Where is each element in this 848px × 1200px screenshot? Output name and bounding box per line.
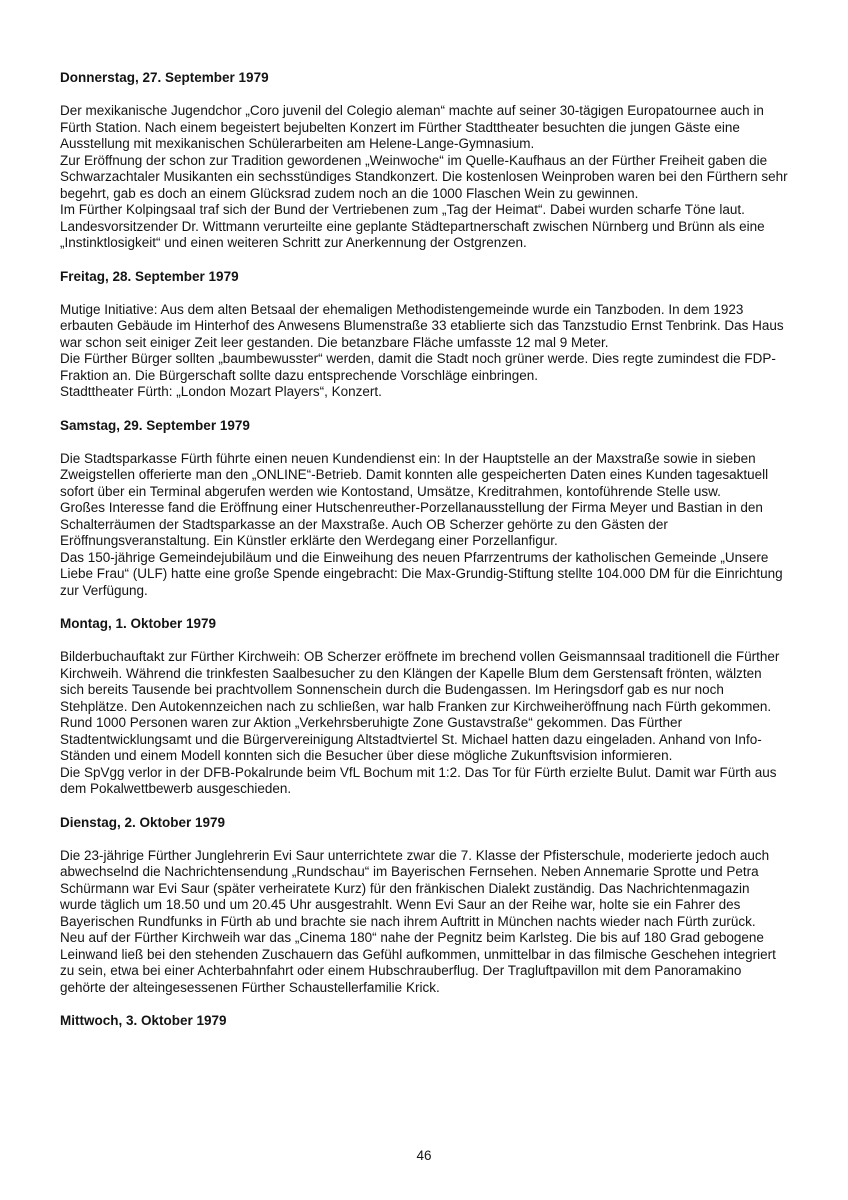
- paragraph: Mutige Initiative: Aus dem alten Betsaal der ehemaligen Methodistengemeinde wurde ein Tanzboden. In dem 1923 erbauten Gebäude im Hinterhof des Anwesens Blumenstraße 33 etablierte sich das Tanzstudio Ernst Tenbrink. Das Haus war schon seit einiger Zeit leer gestanden. Die betanzbare Fläche umfasste 12 mal 9 Meter.: [60, 301, 784, 350]
- section-friday: [60, 269, 788, 401]
- paragraph: Stadttheater Fürth: „London Mozart Players“, Konzert.: [60, 384, 382, 399]
- paragraph: Zur Eröffnung der schon zur Tradition gewordenen „Weinwoche“ im Quelle-Kaufhaus an der Fürther Freiheit gaben die Schwarzachtaler Musikanten ein sechsstündiges Standkonzert. Die kostenlosen Weinproben waren bei den Fürthern sehr begehrt, gab es doch an einem Glücksrad zudem noch an die 1000 Flaschen Wein zu gewinnen.: [60, 152, 788, 201]
- paragraph: Großes Interesse fand die Eröffnung einer Hutschenreuther-Porzellanausstellung der Firma Meyer und Bastian in den Schalterräumen der Stadtsparkasse an der Maxstraße. Auch OB Scherzer gehörte zu den Gästen der Eröffnungsveranstaltung. Ein Künstler erklärte den Werdegang einer Porzellanfigur.: [60, 500, 763, 548]
- section-tuesday: [60, 815, 788, 997]
- section-thursday: [60, 70, 788, 252]
- section-saturday: [60, 418, 788, 600]
- paragraph: Der mexikanische Jugendchor „Coro juvenil del Colegio aleman“ machte auf seiner 30-tägigen Europatournee auch in Fürth Station. Nach einem begeistert bejubelten Konzert im Fürther Stadttheater besuchten die jungen Gäste eine Ausstellung mit mexikanischen Schülerarbeiten am Helene-Lange-Gymnasium.: [60, 103, 764, 151]
- section-heading: Freitag, 28. September 1979: [60, 268, 239, 284]
- section-heading: Donnerstag, 27. September 1979: [60, 70, 269, 85]
- section-wednesday: [60, 1013, 788, 1030]
- paragraph: Bilderbuchauftakt zur Fürther Kirchweih: OB Scherzer eröffnete im brechend vollen Geismannsaal traditionell die Fürther Kirchweih. Während die trinkfesten Saalbesucher zu den Klängen der Kapelle Blum dem Gerstensaft frönten, wälzten sich bereits Tausende bei prachtvollem Sonnenschein durch die Budengassen. Im Heringsdorf gab es nur noch Stehplätze. Den Autokennzeichen nach zu schließen, war halb Franken zur Kirchweiheröffnung nach Fürth gekommen.: [60, 649, 780, 714]
- paragraph: Die 23-jährige Fürther Junglehrerin Evi Saur unterrichtete zwar die 7. Klasse der Pfisterschule, moderierte jedoch auch abwechselnd die Nachrichtensendung „Rundschau“ im Bayerischen Fernsehen. Neben Annemarie Sprotte und Petra Schürmann war Evi Saur (später verheiratete Kurz) für den fränkischen Dialekt zuständig. Das Nachrichtenmagazin wurde täglich um 18.50 und um 20.45 Uhr ausgestrahlt. Wenn Evi Saur an der Reihe war, holte sie ein Fahrer des Bayerischen Rundfunks in Fürth ab und brachte sie nach ihrem Auftritt in München nachts wieder nach Fürth zurück.: [60, 847, 770, 929]
- section-monday: [60, 616, 788, 798]
- section-heading: Mittwoch, 3. Oktober 1979: [60, 1013, 227, 1028]
- paragraph: Das 150-jährige Gemeindejubiläum und die Einweihung des neuen Pfarrzentrums der katholischen Gemeinde „Unsere Liebe Frau“ (ULF) hatte eine große Spende eingebracht: Die Max-Grundig-Stiftung stellte 104.000 DM für die Einrichtung zur Verfügung.: [60, 549, 783, 598]
- paragraph: Neu auf der Fürther Kirchweih war das „Cinema 180“ nahe der Pegnitz beim Karlsteg. Die bis auf 180 Grad gebogene Leinwand ließ bei den stehenden Zuschauern das Gefühl aufkommen, unmittelbar in das filmische Geschehen integriert zu sein, etwa bei einer Achterbahnfahrt oder einem Hubschrauberflug. Der Tragluftpavillon mit dem Panoramakino gehörte der alteingesessenen Fürther Schaustellerfamilie Krick.: [60, 930, 776, 995]
- page-number: 46: [416, 1147, 432, 1163]
- section-heading: Montag, 1. Oktober 1979: [60, 616, 217, 631]
- paragraph: Die Fürther Bürger sollten „baumbewusster“ werden, damit die Stadt noch grüner werde. Dies regte zumindest die FDP-Fraktion an. Die Bürgerschaft sollte dazu entsprechende Vorschläge einbringen.: [60, 351, 776, 383]
- paragraph: Die SpVgg verlor in der DFB-Pokalrunde beim VfL Bochum mit 1:2. Das Tor für Fürth erzielte Bulut. Damit war Fürth aus dem Pokalwettbewerb ausgeschieden.: [60, 764, 777, 796]
- paragraph: Die Stadtsparkasse Fürth führte einen neuen Kundendienst ein: In der Hauptstelle an der Maxstraße sowie in sieben Zweigstellen offerierte man den „ONLINE“-Betrieb. Damit konnten alle gespeicherten Daten eines Kunden tagesaktuell sofort über ein Terminal abgerufen werden wie Kontostand, Umsätze, Kreditrahmen, kontoführende Stelle usw.: [60, 450, 769, 499]
- section-heading: Dienstag, 2. Oktober 1979: [60, 814, 226, 830]
- paragraph: Im Fürther Kolpingsaal traf sich der Bund der Vertriebenen zum „Tag der Heimat“. Dabei wurden scharfe Töne laut. Landesvorsitzender Dr. Wittmann verurteilte eine geplante Städtepartnerschaft zwischen Nürnberg und Brünn als eine „Instinktlosigkeit“ und einen weiteren Schritt zur Anerkennung der Ostgrenzen.: [60, 202, 765, 250]
- section-heading: Samstag, 29. September 1979: [60, 417, 250, 433]
- paragraph: Rund 1000 Personen waren zur Aktion „Verkehrsberuhigte Zone Gustavstraße“ gekommen. Das Fürther Stadtentwicklungsamt und die Bürgervereinigung Altstadtviertel St. Michael hatten dazu eingeladen. Anhand von Info-Ständen und einem Modell konnten sich die Besucher über diese mögliche Zukunftsvision informieren.: [60, 715, 762, 763]
- page-footer: [0, 1148, 848, 1165]
